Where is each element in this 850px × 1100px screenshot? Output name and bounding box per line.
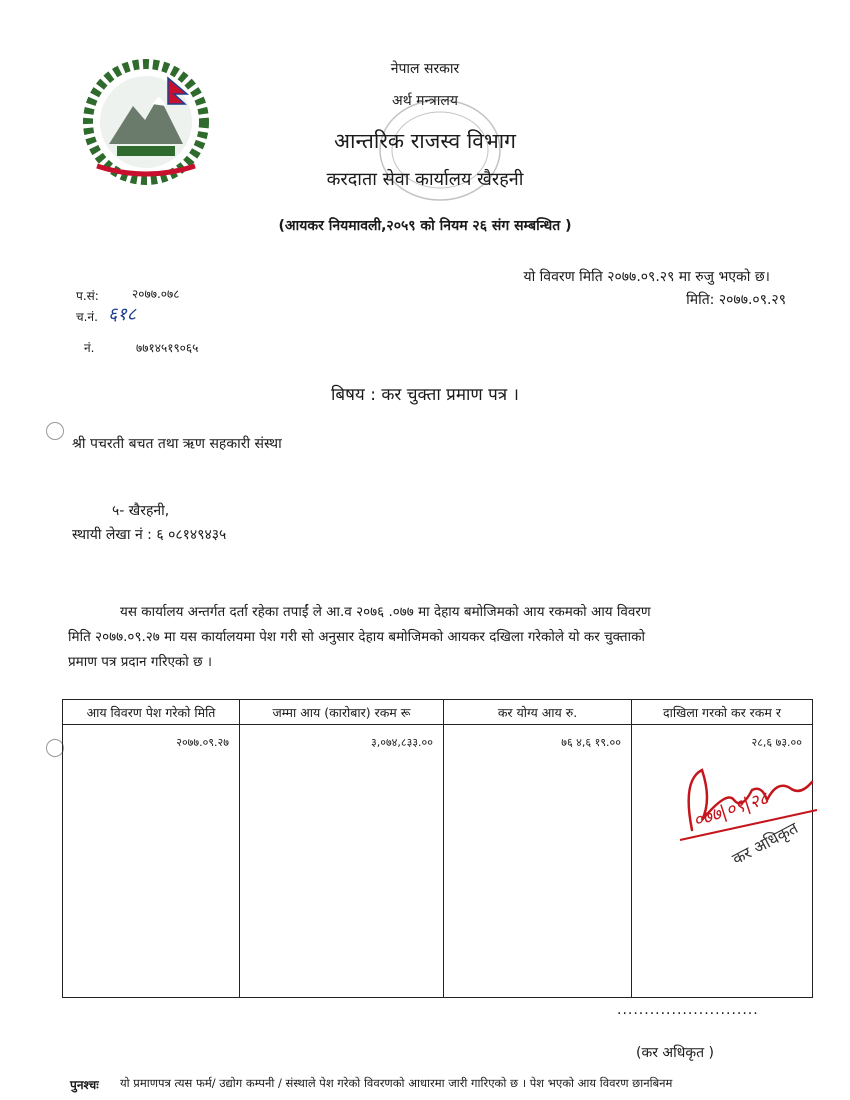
- chn-value-handwritten: ६१८: [108, 304, 137, 325]
- column-header: दाखिला गरको कर रकम र: [632, 700, 813, 725]
- signature-date: ०७७|०९|२८: [690, 787, 771, 832]
- officer-label: (कर अधिकृत ): [636, 1045, 714, 1061]
- column-header: आय विवरण पेश गरेको मिति: [63, 700, 240, 725]
- subject-line: बिषय : कर चुक्ता प्रमाण पत्र ।: [331, 385, 519, 405]
- no-label: नं.: [84, 341, 95, 355]
- body-line-2: मिति २०७७.०९.२७ मा यस कार्यालयमा पेश गरी सो अनुसार देहाय बमोजिमको आयकर दखिला गरेकोले यो कर चुक्ताको: [68, 629, 645, 645]
- submission-note: यो विवरण मिति २०७७.०९.२९ मा रुजु भएको छ।: [523, 269, 770, 285]
- department-name: आन्तरिक राजस्व विभाग: [333, 129, 516, 153]
- ministry-name: अर्थ मन्त्रालय: [392, 93, 458, 109]
- letter-date: मिति: २०७७.०९.२९: [686, 292, 786, 308]
- recipient-pan: स्थायी लेखा नं : ६ ०८१४९४३५: [72, 527, 227, 543]
- table-cell: २०७७.०९.२७: [63, 725, 240, 998]
- ps-label: प.सं:: [76, 289, 99, 303]
- table-cell: २८,६ ७३.००: [632, 725, 813, 998]
- punch-hole: [46, 422, 64, 440]
- footnote-text: यो प्रमाणपत्र त्यस फर्म/ उद्योग कम्पनी / संस्थाले पेश गरेको विवरणको आधारमा जारी गारिएको छ । पेश भएको आय विवरण छानबिनम: [120, 1076, 673, 1090]
- body-line-1: यस कार्यालय अन्तर्गत दर्ता रहेका तपाईं ले आ.व २०७६ .०७७ मा देहाय बमोजिमको आय रकमको आय विवरण: [120, 604, 651, 620]
- signature-dots: ..........................: [617, 1002, 759, 1018]
- footnote-label: पुनश्चः: [70, 1078, 99, 1092]
- office-name: करदाता सेवा कार्यालय खैरहनी: [326, 169, 524, 190]
- column-header: कर योग्य आय रु.: [444, 700, 632, 725]
- officer-stamp-title: कर अधिकृत: [728, 818, 802, 869]
- no-value: ७७१४५१९०६५: [136, 341, 199, 355]
- chn-label: च.नं.: [76, 310, 98, 324]
- table-cell: ७६ ४,६ १९.००: [444, 725, 632, 998]
- column-header: जम्मा आय (कारोबार) रकम रू: [240, 700, 444, 725]
- table-header-row: [63, 700, 813, 725]
- body-line-3: प्रमाण पत्र प्रदान गरिएको छ ।: [68, 654, 212, 670]
- recipient-name: श्री पचरती बचत तथा ऋण सहकारी संस्था: [72, 436, 282, 452]
- government-name: नेपाल सरकार: [390, 61, 460, 77]
- table-cell: ३,०७४,८३३.००: [240, 725, 444, 998]
- ps-value: २०७७.०७८: [132, 287, 180, 301]
- recipient-address: ५- खैरहनी,: [112, 503, 170, 519]
- rule-reference: (आयकर नियमावली,२०५९ को नियम २६ संग सम्बन्धित ): [278, 218, 572, 234]
